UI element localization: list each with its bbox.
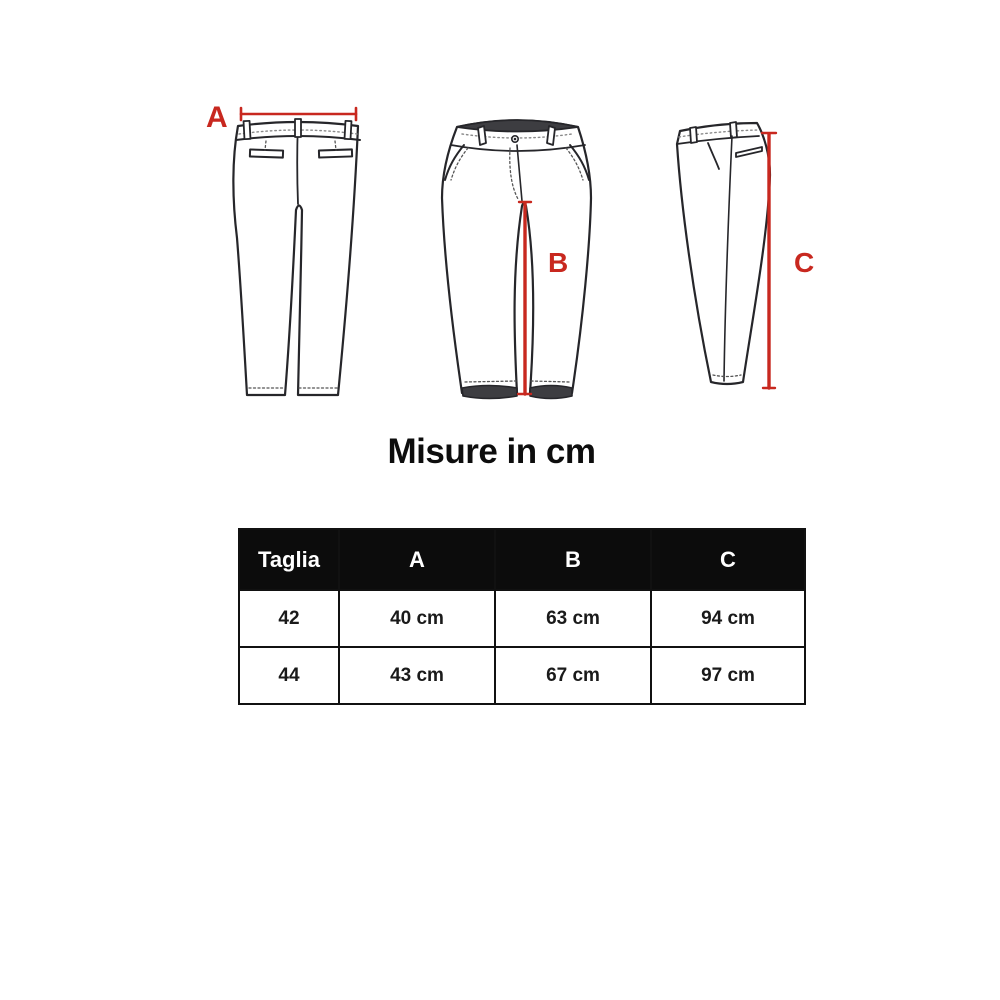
pants-side-outline bbox=[677, 123, 770, 384]
column-header-c: C bbox=[651, 529, 805, 590]
pants-side-view-drawing bbox=[658, 105, 823, 405]
cell-taglia: 42 bbox=[239, 590, 339, 647]
pants-back-view-drawing bbox=[195, 98, 400, 405]
page-title: Misure in cm bbox=[387, 432, 596, 471]
pants-back-outline bbox=[233, 122, 358, 395]
front-waistband-inner-dark bbox=[457, 120, 578, 132]
cell-taglia: 44 bbox=[239, 647, 339, 704]
column-header-a: A bbox=[339, 529, 495, 590]
column-header-taglia: Taglia bbox=[239, 529, 339, 590]
measurement-b-label: B bbox=[548, 247, 569, 278]
cell-b: 63 cm bbox=[495, 590, 651, 647]
cell-a: 43 cm bbox=[339, 647, 495, 704]
cell-c: 94 cm bbox=[651, 590, 805, 647]
measurement-c-label: C bbox=[794, 247, 815, 278]
cell-c: 97 cm bbox=[651, 647, 805, 704]
table-row-size-42 bbox=[239, 590, 805, 647]
table-row-size-44 bbox=[239, 647, 805, 704]
front-button bbox=[512, 136, 518, 142]
size-table bbox=[238, 528, 804, 705]
cell-a: 40 cm bbox=[339, 590, 495, 647]
pants-front-outline bbox=[442, 121, 591, 394]
size-table-header-row bbox=[239, 529, 805, 590]
column-header-b: B bbox=[495, 529, 651, 590]
pants-front-view-drawing bbox=[438, 100, 638, 405]
measurement-a-label: A bbox=[206, 101, 228, 134]
front-hem-dark-openings bbox=[462, 386, 572, 399]
cell-b: 67 cm bbox=[495, 647, 651, 704]
